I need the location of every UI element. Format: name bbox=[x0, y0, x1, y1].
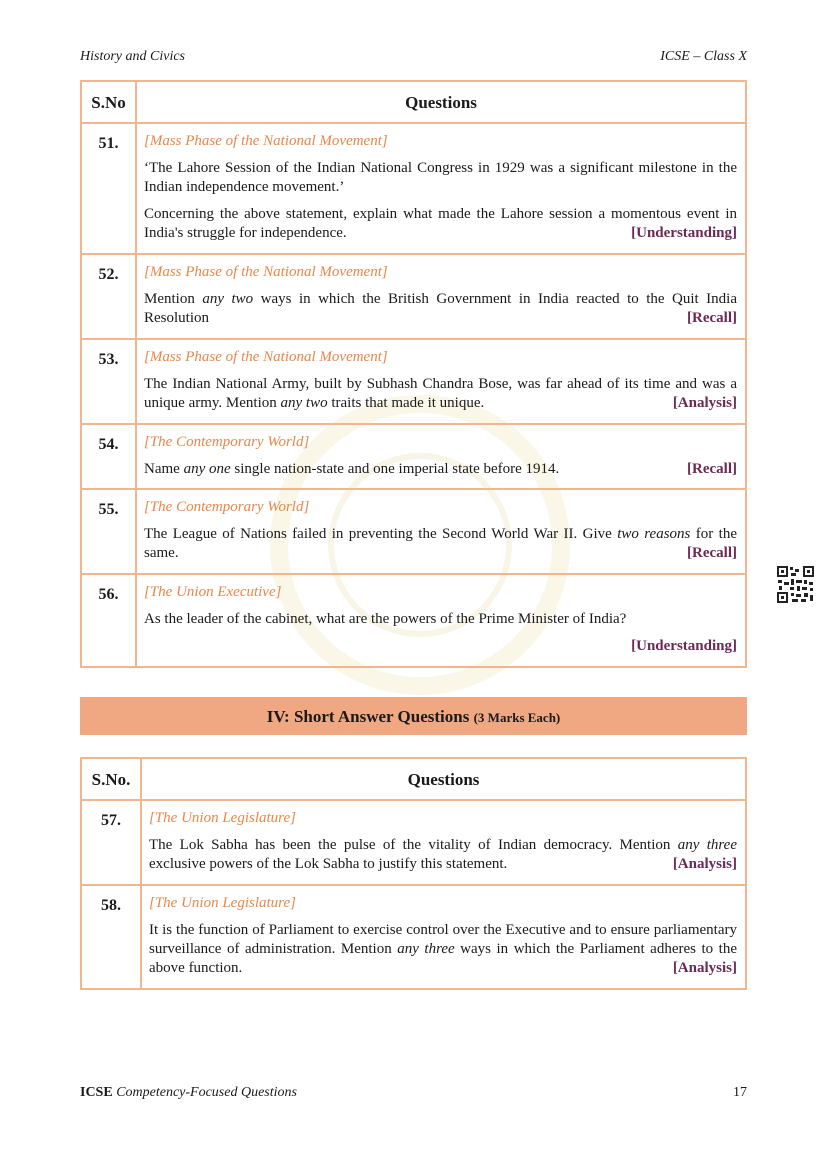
page-number: 17 bbox=[733, 1085, 747, 1100]
cognitive-tag: [Understanding] bbox=[631, 225, 737, 241]
table-header-row bbox=[81, 758, 746, 800]
cognitive-tag: [Analysis] bbox=[672, 395, 737, 411]
qr-code-icon bbox=[776, 565, 815, 604]
section-heading bbox=[80, 697, 747, 735]
cognitive-tag: [Recall] bbox=[687, 461, 737, 477]
question-topic: [The Contemporary World] bbox=[144, 434, 310, 450]
col-questions: Questions bbox=[141, 758, 746, 800]
question-topic: [Mass Phase of the National Movement] bbox=[144, 264, 388, 280]
question-text: Mention any two ways in which the British Government in India reacted to the Quit India Resolution [Recall] bbox=[144, 291, 737, 326]
question-text: The Lok Sabha has been the pulse of the vitality of Indian democracy. Mention any three exclusive powers of the Lok Sabha to justify this statement. [Analysis] bbox=[149, 837, 737, 872]
cognitive-tag: [Analysis] bbox=[672, 960, 737, 976]
table-row bbox=[81, 424, 746, 489]
question-topic: [The Contemporary World] bbox=[144, 499, 310, 515]
header-subject: History and Civics bbox=[80, 49, 185, 64]
table-row bbox=[81, 574, 746, 667]
table-row bbox=[81, 800, 746, 885]
question-number: 54. bbox=[81, 424, 136, 489]
question-text: The Indian National Army, built by Subhash Chandra Bose, was far ahead of its time and was a unique army. Mention any two traits that made it unique. [Analysis] bbox=[144, 376, 737, 411]
header-class: ICSE – Class X bbox=[660, 49, 747, 64]
question-number: 56. bbox=[81, 574, 136, 667]
table-row bbox=[81, 123, 746, 254]
page-footer bbox=[80, 1085, 747, 1103]
question-body bbox=[136, 339, 746, 424]
question-number: 52. bbox=[81, 254, 136, 339]
col-sno: S.No. bbox=[81, 758, 141, 800]
question-number: 55. bbox=[81, 489, 136, 574]
question-text: Concerning the above statement, explain what made the Lahore session a momentous event in India's struggle for independence. [Understanding] bbox=[144, 206, 737, 241]
col-sno: S.No bbox=[81, 81, 136, 123]
question-text: Name any one single nation-state and one imperial state before 1914. [Recall] bbox=[144, 461, 737, 477]
cognitive-tag: [Analysis] bbox=[672, 856, 737, 872]
cognitive-tag: [Recall] bbox=[687, 545, 737, 561]
question-body bbox=[141, 885, 746, 989]
question-number: 57. bbox=[81, 800, 141, 885]
question-topic: [The Union Legislature] bbox=[149, 895, 296, 911]
footer-title: Competency-Focused Questions bbox=[116, 1085, 297, 1100]
question-topic: [The Union Legislature] bbox=[149, 810, 296, 826]
question-number: 53. bbox=[81, 339, 136, 424]
table-row bbox=[81, 254, 746, 339]
questions-table-1 bbox=[80, 80, 747, 668]
question-body bbox=[136, 489, 746, 574]
question-body bbox=[136, 123, 746, 254]
cognitive-tag: [Recall] bbox=[687, 310, 737, 326]
footer-brand: ICSE bbox=[80, 1085, 113, 1100]
question-text: The League of Nations failed in preventing the Second World War II. Give two reasons for the same. [Recall] bbox=[144, 526, 738, 561]
table-row bbox=[81, 885, 746, 989]
question-body bbox=[136, 574, 746, 667]
section-marks: (3 Marks Each) bbox=[473, 710, 561, 725]
question-body bbox=[136, 424, 746, 489]
section-title: IV: Short Answer Questions bbox=[266, 707, 470, 726]
table-row bbox=[81, 489, 746, 574]
question-topic: [Mass Phase of the National Movement] bbox=[144, 133, 388, 149]
table-row bbox=[81, 339, 746, 424]
question-text: As the leader of the cabinet, what are the powers of the Prime Minister of India? bbox=[144, 611, 627, 627]
question-text: ‘The Lahore Session of the Indian National Congress in 1929 was a significant milestone in the Indian independence movement.’ bbox=[144, 160, 737, 195]
question-number: 58. bbox=[81, 885, 141, 989]
question-body bbox=[136, 254, 746, 339]
question-body bbox=[141, 800, 746, 885]
question-topic: [The Union Executive] bbox=[144, 584, 282, 600]
table-header-row bbox=[81, 81, 746, 123]
question-text: It is the function of Parliament to exercise control over the Executive and to ensure parliamentary surveillance of administration. Mention any three ways in which the Parliament adheres to the above function. [Analysis] bbox=[149, 922, 737, 976]
question-topic: [Mass Phase of the National Movement] bbox=[144, 349, 388, 365]
question-number: 51. bbox=[81, 123, 136, 254]
col-questions: Questions bbox=[136, 81, 746, 123]
page-header bbox=[80, 49, 747, 69]
questions-table-2 bbox=[80, 757, 747, 990]
cognitive-tag: [Understanding] bbox=[631, 638, 737, 654]
